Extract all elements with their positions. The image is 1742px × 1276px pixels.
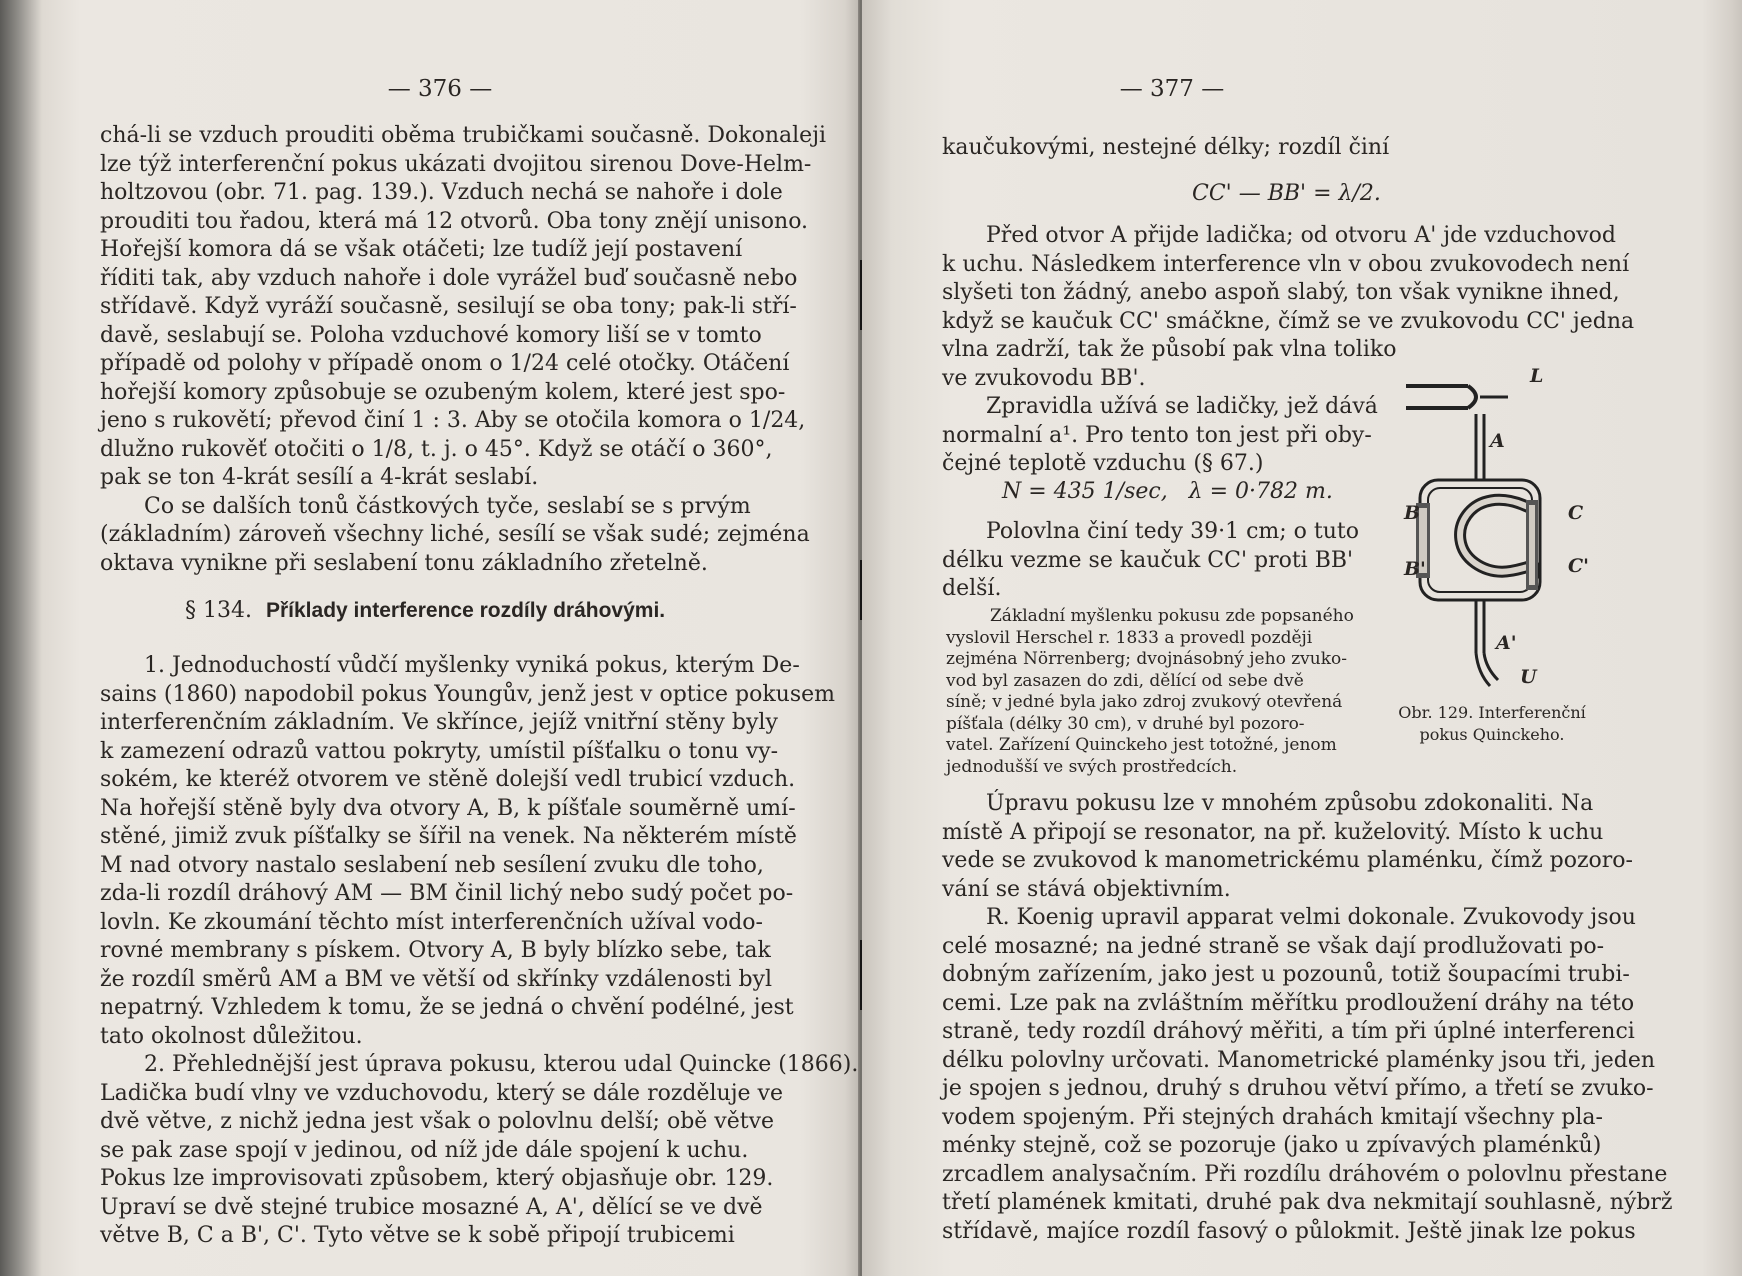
caption-line: pokus Quinckeho. (1419, 725, 1565, 744)
formula: N = 435 1/sec, λ = 0·782 m. (1002, 479, 1333, 504)
text-line: sokém, ke kteréž otvorem ve stěně dolejší vedl trubicí vzduch. (100, 767, 796, 792)
text-line: sains (1860) napodobil pokus Youngův, jenž jest v optice pokusem (100, 681, 836, 707)
text-line: stěné, jimiž zvuk píšťalky se šířil na venek. Na některém místě (100, 824, 797, 849)
text-line: M nad otvory nastalo seslabení neb sesílení zvuku dle toho, (100, 852, 764, 878)
text-line: síně; v jedné byla jako zdroj zvukový otevřená (946, 692, 1343, 712)
text-line: čejné teplotě vzduchu (§ 67.) (942, 451, 1264, 476)
label-c: C (1568, 502, 1584, 524)
text-line: interferenčním základním. Ve skřínce, jejíž vnitřní stěny byly (100, 710, 778, 735)
text-line: dvě větve, z nichž jedna jest však o polovlnu delší; obě větve (100, 1109, 775, 1134)
text-line: Úpravu pokusu lze v mnohém způsobu zdokonaliti. Na (986, 791, 1594, 816)
formula: CC' — BB' = λ/2. (1192, 181, 1381, 206)
text-line: když se kaučuk CC' smáčkne, čímž se ve zvukovodu CC' jedna (942, 308, 1635, 334)
fork-bend (1468, 386, 1476, 408)
text-line: délku vezme se kaučuk CC' proti BB' (942, 547, 1354, 573)
text-line: Na hořejší stěně byly dva otvory A, B, k píšťale souměrně umí- (100, 795, 796, 821)
text-line: holtzovou (obr. 71. pag. 139.). Vzduch nechá se nahoře i dole (100, 180, 783, 205)
text-line: lovln. Ke zkoumání těchto míst interferenčních užíval vodo- (100, 909, 763, 935)
label-b: B (1404, 502, 1421, 524)
text-line: (základním) zároveň všechny liché, sesílí se však sudé; zejména (100, 522, 810, 547)
text-line: normalní a¹. Pro tento ton jest při oby- (942, 422, 1372, 448)
text-line: Hořejší komora dá se však otáčeti; lze tudíž její postavení (100, 237, 743, 262)
text-line: Základní myšlenku pokusu zde popsaného (990, 606, 1354, 626)
text-line: tato okolnost důležitou. (100, 1023, 363, 1049)
section-number: § 134. (185, 598, 252, 623)
text-line: ménky stejně, což se pozoruje (jako u zpívavých plaménků) (942, 1133, 1602, 1158)
figure-caption (1382, 702, 1602, 746)
text-line: kaučukovými, nestejné délky; rozdíl činí (942, 135, 1390, 160)
text-line: rovné membrany s pískem. Otvory A, B byly blízko sebe, tak (100, 938, 771, 963)
text-line: prouditi tou řadou, která má 12 otvorů. Oba tony znějí unisono. (100, 208, 809, 234)
text-line: vede se zvukovod k manometrickému plaménku, čímž pozoro- (942, 848, 1633, 873)
text-line: celé mosazné; na jedné straně se však dají prodlužovati po- (942, 933, 1605, 959)
text-line: lze týž interferenční pokus ukázati dvojitou sirenou Dove-Helm- (100, 151, 812, 177)
text-line: že rozdíl směrů AM a BM ve větší od skřínky vzdálenosti byl (100, 966, 773, 992)
text-line: vod byl zasazen do zdi, dělící od sebe dvě (946, 670, 1304, 691)
label-c-prime: C' (1568, 555, 1589, 577)
text-line: místě A připojí se resonator, na př. kuželovitý. Místo k uchu (942, 819, 1604, 845)
text-line: cemi. Lze pak na zvláštním měřítku prodloužení dráhy na této (942, 990, 1635, 1016)
figure-quincke-apparatus (1380, 368, 1560, 698)
text-line: Před otvor A přijde ladička; od otvoru A' jde vzduchovod (986, 223, 1616, 248)
text-line: oktava vynikne při seslabení tonu základního zřetelně. (100, 550, 708, 576)
text-line: pak se ton 4-krát sesílí a 4-krát seslabí. (100, 465, 539, 490)
text-line: vlna zadrží, tak že působí pak vlna toliko (942, 337, 1397, 362)
text-line: délku polovlny určovati. Manometrické plaménky jsou tři, jeden (942, 1047, 1656, 1073)
text-line: zejména Nörrenberg; dvojnásobný jeho zvuko- (946, 649, 1347, 669)
label-a-prime: A' (1496, 632, 1517, 654)
text-line: zrcadlem analysačním. Při rozdílu dráhovém o polovlnu přestane (942, 1161, 1668, 1187)
text-line: vyslovil Herschel r. 1833 a provedl později (946, 627, 1313, 648)
text-line: davě, seslabují se. Poloha vzduchové komory liší se v tomto (100, 322, 762, 348)
text-line: 2. Přehlednější jest úprava pokusu, kterou udal Quincke (1866). (144, 1052, 859, 1077)
left-page (0, 0, 862, 1276)
label-l: L (1530, 365, 1544, 387)
text-line: Upraví se dvě stejné trubice mosazné A, A', dělící se ve dvě (100, 1194, 763, 1220)
label-a: A (1490, 430, 1505, 452)
page-number: — 377 — (1119, 76, 1225, 102)
text-line: vodem spojeným. Při stejných drahách kmitají všechny pla- (942, 1104, 1603, 1130)
text-line: třetí plamének kmitati, druhé pak dva nekmitají souhlasně, nýbrž (942, 1190, 1673, 1215)
text-line: 1. Jednoduchostí vůdčí myšlenky vyniká pokus, kterým De- (144, 653, 800, 678)
text-line: píšťala (délky 30 cm), v druhé byl pozoro- (946, 713, 1305, 734)
text-line: R. Koenig upravil apparat velmi dokonale. Zvukovody jsou (986, 905, 1636, 930)
tube-ear (1476, 653, 1490, 686)
text-line: Zpravidla užívá se ladičky, jež dává (986, 394, 1378, 419)
hose-cc-inner (1529, 505, 1535, 585)
text-line: nepatrný. Vzhledem k tomu, že se jedná o chvění podélné, jest (100, 995, 794, 1020)
text-line: straně, tedy rozdíl dráhový měřiti, a tím při úplné interferenci (942, 1019, 1635, 1044)
text-line: vání se stává objektivním. (942, 876, 1231, 902)
text-line: delší. (942, 576, 1002, 601)
text-line: zda-li rozdíl dráhový AM — BM činil lichý nebo sudý počet po- (100, 881, 794, 906)
tube-ear (1484, 653, 1498, 680)
text-line: větve B, C a B', C'. Tyto větve se k sobě připojí trubicemi (100, 1223, 735, 1248)
text-line: střídavě, majíce rozdíl fasový o půlokmit. Ještě jinak lze pokus (942, 1218, 1636, 1244)
text-line: chá-li se vzduch prouditi oběma trubičkami současně. Dokonaleji (100, 123, 827, 148)
text-line: Polovlna činí tedy 39·1 cm; o tuto (986, 519, 1360, 544)
label-u: U (1520, 666, 1537, 688)
page-number: — 376 — (387, 76, 493, 102)
text-line: hořejší komory způsobuje se ozubeným kolem, které jest spo- (100, 379, 786, 405)
caption-line: Obr. 129. Interferenční (1398, 703, 1586, 722)
right-page (862, 0, 1742, 1276)
text-line: slyšeti ton žádný, anebo aspoň slabý, ton však vynikne ihned, (942, 280, 1620, 305)
section-title: Příklady interference rozdíly dráhovými. (265, 599, 666, 622)
text-line: střídavě. Když vyráží současně, sesilují se oba tony; pak-li stří- (100, 294, 797, 319)
text-line: je spojen s jednou, druhý s druhou větví přímo, a třetí se zvuko- (942, 1076, 1654, 1101)
text-line: říditi tak, aby vzduch nahoře i dole vyrážel buď současně nebo (100, 265, 798, 291)
text-line: k zamezení odrazů vattou pokryty, umístil píšťalku o tonu vy- (100, 738, 779, 764)
text-line: jednodušší ve svých prostředcích. (946, 756, 1238, 777)
label-b-prime: B' (1404, 558, 1426, 580)
text-line: případě od polohy v případě onom o 1/24 celé otočky. Otáčení (100, 351, 790, 376)
text-line: Ladička budí vlny ve vzduchovodu, který se dále rozděluje ve (100, 1080, 784, 1106)
text-line: se pak zase spojí v jedinou, od níž jde dále spojení k uchu. (100, 1137, 749, 1163)
text-line: dlužno rukověť otočiti o 1/8, t. j. o 45°. Když se otáčí o 360°, (100, 436, 773, 462)
text-line: jeno s rukovětí; převod činí 1 : 3. Aby se otočila komora o 1/24, (100, 408, 806, 433)
text-line: k uchu. Následkem interference vln v obou zvukovodech není (942, 251, 1630, 277)
text-line: dobným zařízením, jako jest u pozounů, totiž šoupacími trubi- (942, 962, 1630, 987)
section-heading (185, 598, 665, 623)
text-line: Pokus lze improvisovati způsobem, který objasňuje obr. 129. (100, 1166, 774, 1191)
text-line: ve zvukovodu BB'. (942, 365, 1146, 391)
text-line: vatel. Zařízení Quinckeho jest totožné, jenom (946, 735, 1337, 755)
text-line: Co se dalších tonů částkových tyče, seslabí se s prvým (144, 493, 751, 519)
